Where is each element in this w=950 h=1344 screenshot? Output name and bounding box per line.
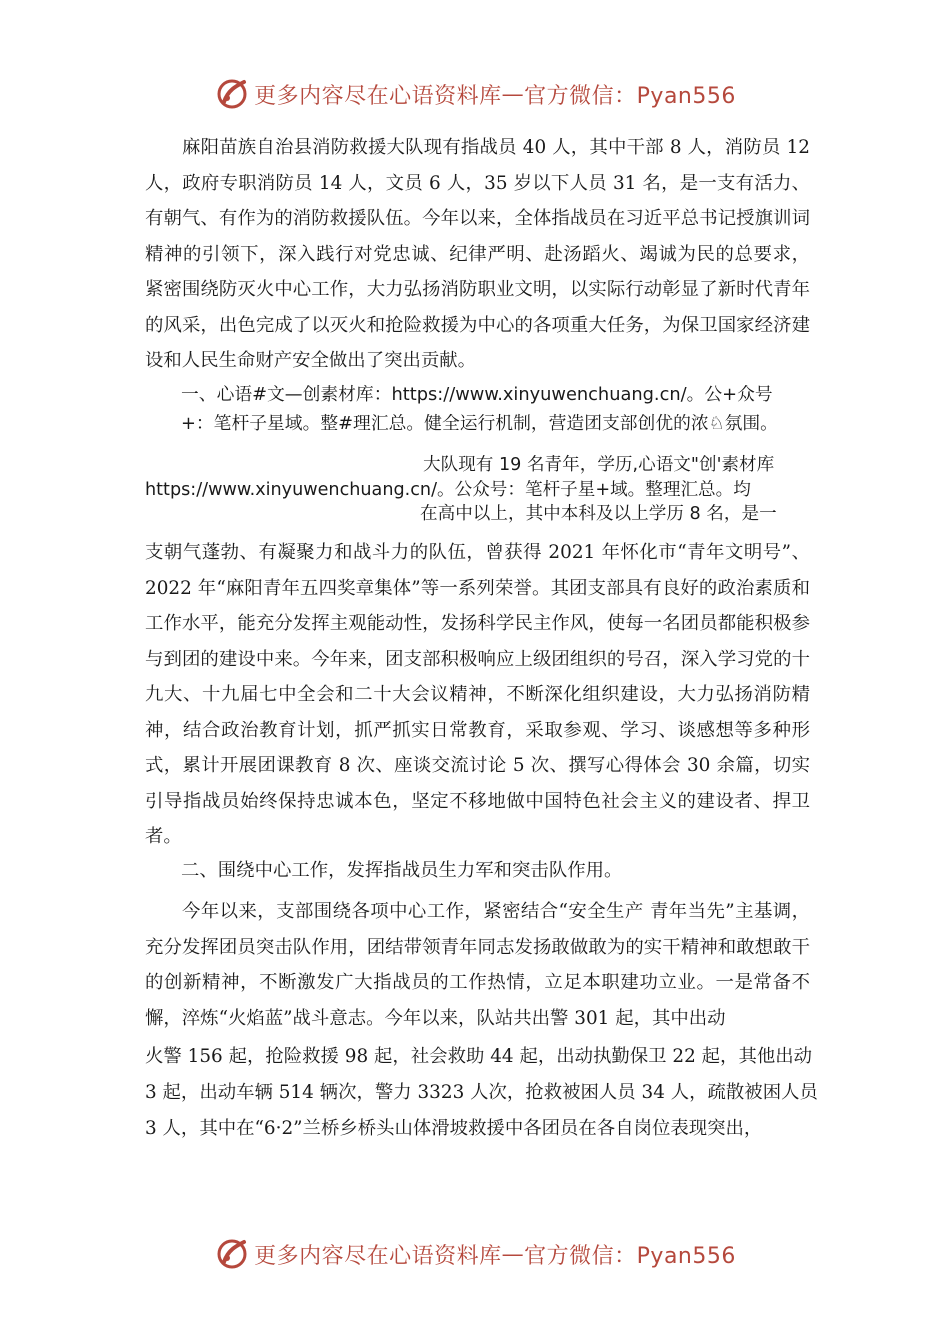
heading-one-line2: +：笔杆子星域。整#理汇总。健全运行机制，营造团支部创优的浓♘氛围。 <box>181 413 778 434</box>
insert-line-2: https://www.xinyuwenchuang.cn/。公众号：笔杆子星+域。整理汇总。均 <box>145 480 751 500</box>
logo-icon <box>214 1236 250 1272</box>
stats-line-2: 3 起，出动车辆 514 辆次，警力 3323 人次，抢救被困人员 34 人，疏散被困人员 <box>145 1082 818 1103</box>
heading-two: 二、围绕中心工作，发挥指战员生力军和突击队作用。 <box>181 860 623 881</box>
watermark-text: 更多内容尽在心语资料库 <box>254 1243 502 1269</box>
watermark-banner-top <box>0 72 950 116</box>
insert-line-3: 在高中以上，其中本科及以上学历 8 名，是一 <box>420 504 777 524</box>
watermark-banner-bottom <box>0 1232 950 1276</box>
stats-line-3: 3 人，其中在“6·2”兰桥乡桥头山体滑坡救援中各团员在各自岗位表现突出， <box>145 1118 763 1139</box>
insert-line-1: 大队现有 19 名青年，学历,心语文"创'素材库 <box>423 455 775 475</box>
stats-line-1: 火警 156 起，抢险救援 98 起，社会救助 44 起，出动执勤保卫 22 起，其他出动 <box>145 1046 813 1067</box>
watermark-separator: — <box>501 81 525 107</box>
paragraph-youth: 支朝气蓬勃、有凝聚力和战斗力的队伍，曾获得 2021 年怀化市“青年文明号”、2022 年“麻阳青年五四奖章集体”等一系列荣誉。其团支部具有良好的政治素质和工作水平，能充分发挥主观能动性，发扬科学民主作风，使每一名团员都能积极参与到团的建设中来。今年来，团支部积极响应上级团组织的号召，深入学习党的十九大、十九届七中全会和二十大会议精神，不断深化组织建设，大力弘扬消防精神，结合政治教育计划，抓严抓实日常教育，采取参观、学习、谈感想等多种形式，累计开展团课教育 8 次、座谈交流讨论 5 次、撰写心得体会 30 余篇，切实引导指战员始终保持忠诚本色，坚定不移地做中国特色社会主义的建设者、捍卫者。 <box>145 542 810 847</box>
logo-icon <box>214 76 250 112</box>
watermark-wechat: 官方微信：Pyan556 <box>524 1243 736 1269</box>
paragraph-intro: 麻阳苗族自治县消防救援大队现有指战员 40 人，其中干部 8 人，消防员 12 人，政府专职消防员 14 人，文员 6 人，35 岁以下人员 31 名，是一支有活力、有朝气、有作为的消防救援队伍。今年以来，全体指战员在习近平总书记授旗训词精神的引领下，深入践行对党忠诚、纪律严明、赴汤蹈火、竭诚为民的总要求， 紧密围绕防灭火中心工作，大力弘扬消防职业文明，以实际行动彰显了新时代青年的风采，出色完成了以灭火和抢险救援为中心的各项重大任务，为保卫国家经济建设和人民生命财产安全做出了突出贡献。 <box>145 137 810 371</box>
watermark-separator: — <box>501 1241 525 1267</box>
paragraph-work: 今年以来，支部围绕各项中心工作，紧密结合“安全生产 青年当先”主基调，充分发挥团员突击队作用，团结带领青年同志发扬敢做敢为的实干精神和敢想敢干的创新精神，不断激发广大指战员的工作热情，立足本职建功立业。一是常备不懈，淬炼“火焰蓝”战斗意志。今年以来，队站共出警 301 起，其中出动 <box>145 901 810 1029</box>
heading-one-line1: 一、心语#文—创素材库：https://www.xinyuwenchuang.cn/。公+众号 <box>181 384 773 405</box>
watermark-text: 更多内容尽在心语资料库 <box>254 83 502 109</box>
watermark-wechat: 官方微信：Pyan556 <box>524 83 736 109</box>
